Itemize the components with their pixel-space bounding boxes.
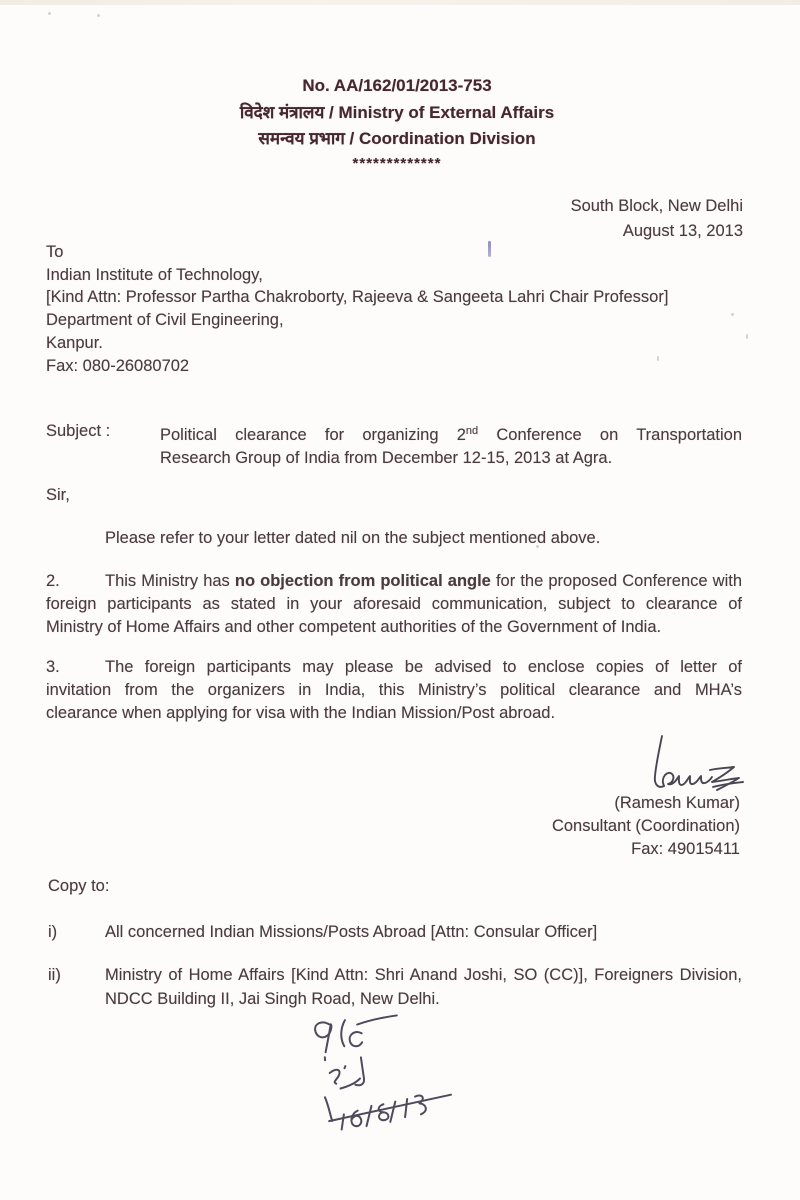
to-label: To <box>46 243 64 261</box>
paragraph-2 <box>46 570 742 639</box>
division-line: समन्वय प्रभाग / Coordination Division <box>258 129 536 148</box>
paragraph-2-number: 2. <box>46 572 60 590</box>
paragraph-2-line-3: Ministry of Home Affairs and other competent authorities of the Government of India. <box>46 618 662 636</box>
signatory-title: Consultant (Coordination) <box>551 817 740 835</box>
scan-edge-artifact <box>0 0 800 5</box>
copy-item-1-number: i) <box>48 923 58 941</box>
scan-speck <box>48 12 51 15</box>
separator-stars: ************* <box>352 154 442 172</box>
signatory-name: (Ramesh Kumar) <box>614 794 740 812</box>
subject-line-2: Research Group of India from December 12-15, 2013 at Agra. <box>160 449 613 467</box>
recipient-line: Kanpur. <box>46 333 103 352</box>
signature-scribble <box>615 732 765 796</box>
subject-text <box>160 420 742 470</box>
ministry-line: विदेश मंत्रालय / Ministry of External Affairs <box>239 102 555 122</box>
recipient-address <box>46 241 668 377</box>
date-line: August 13, 2013 <box>622 222 743 240</box>
paragraph-3-line-2: invitation from the organizers in India, this Ministry’s political clearance and MHA’s <box>46 681 742 699</box>
salutation: Sir, <box>46 486 70 504</box>
copy-item-2-text <box>105 964 742 1011</box>
place-date-block <box>571 194 743 244</box>
scan-speck <box>97 14 100 17</box>
copy-item-2-line-2: NDCC Building II, Jai Singh Road, New Delhi. <box>105 989 440 1008</box>
signatory-block <box>552 792 740 861</box>
subject-line-1-rest: Conference on Transportation <box>478 426 742 444</box>
copy-to-label: Copy to: <box>48 877 110 895</box>
paragraph-3-line-3: clearance when applying for visa with the Indian Mission/Post abroad. <box>46 704 556 722</box>
copy-item-1-text: All concerned Indian Missions/Posts Abroad [Attn: Consular Officer] <box>105 923 598 941</box>
subject-line-1-text: Political clearance for organizing 2 <box>160 426 466 444</box>
paragraph-3 <box>46 656 742 725</box>
ordinal-superscript: nd <box>465 425 479 437</box>
reference-number: No. AA/162/01/2013-753 <box>302 76 492 95</box>
paragraph-3-line-1-text: The foreign participants may please be advised to enclose copies of letter of <box>105 658 742 676</box>
handwritten-note <box>297 1006 479 1150</box>
copy-item-2-number: ii) <box>48 966 61 984</box>
paragraph-2-line-2: foreign participants as stated in your aforesaid communication, subject to clearance of <box>46 595 742 613</box>
subject-block <box>46 420 742 470</box>
p2-bold-text: no objection from political angle <box>234 572 491 590</box>
copy-item-1 <box>48 921 742 945</box>
paragraph-3-line-1 <box>46 656 742 679</box>
place-line: South Block, New Delhi <box>570 197 743 215</box>
recipient-line: Department of Civil Engineering, <box>46 311 284 330</box>
signatory-fax: Fax: 49015411 <box>631 840 740 858</box>
paragraph-2-line-1 <box>46 570 742 593</box>
subject-label: Subject : <box>46 422 111 440</box>
paragraph-2-line-1-text <box>105 570 742 593</box>
recipient-line: Indian Institute of Technology, <box>46 265 263 284</box>
paragraph-3-number: 3. <box>46 658 60 676</box>
subject-line-1 <box>160 420 742 447</box>
scan-speck <box>731 313 734 316</box>
recipient-line: Fax: 080-26080702 <box>46 356 190 375</box>
paragraph-1: Please refer to your letter dated nil on the subject mentioned above. <box>105 529 601 547</box>
copy-item-2 <box>48 964 742 1011</box>
p2-text-end: for the proposed Conference with <box>490 572 742 590</box>
letterhead <box>0 73 794 175</box>
copy-item-2-line-1: Ministry of Home Affairs [Kind Attn: Shri Anand Joshi, SO (CC)], Foreigners Division, <box>105 966 742 984</box>
recipient-line: [Kind Attn: Professor Partha Chakroborty, Rajeeva & Sangeeta Lahri Chair Professor] <box>46 288 669 307</box>
scan-speck <box>746 334 748 339</box>
p2-text: This Ministry has <box>105 572 235 590</box>
